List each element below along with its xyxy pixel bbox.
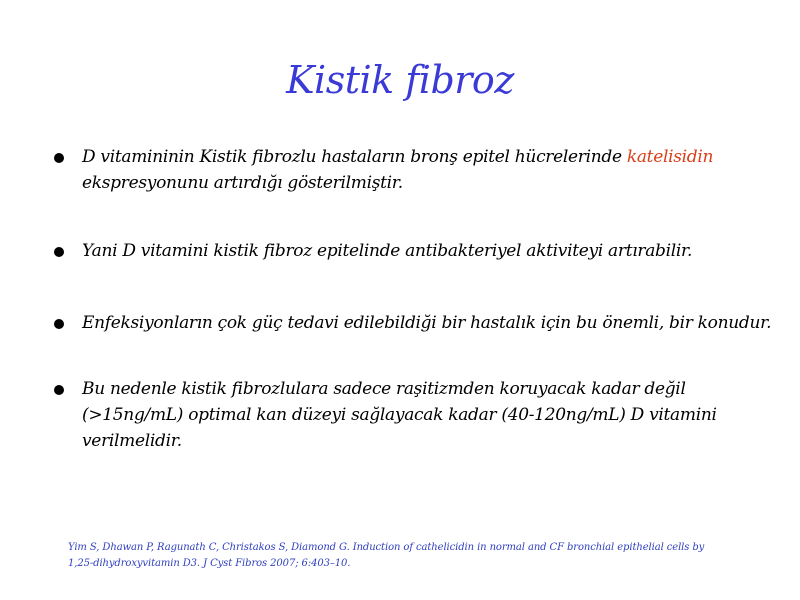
bullet-item-1 bbox=[52, 144, 772, 196]
slide-title: Kistik fibroz bbox=[286, 58, 514, 102]
bullet-icon bbox=[54, 319, 64, 329]
bullet-1-lead: D vitamininin Kistik fibrozlu hastaların bronş epitel hücrelerinde bbox=[82, 147, 622, 167]
bullet-item-2 bbox=[52, 238, 772, 264]
bullet-item-3 bbox=[52, 310, 772, 336]
bullet-icon bbox=[54, 153, 64, 163]
reference-citation: Yim S, Dhawan P, Ragunath C, Christakos S, Diamond G. Induction of cathelicidin in normal and CF bronchial epithelial cells by 1,25-dihydroxyvitamin D3. J Cyst Fibros 2007; 6:403–10. bbox=[68, 542, 705, 569]
bullet-icon bbox=[54, 385, 64, 395]
bullet-item-4 bbox=[52, 376, 772, 454]
bullet-4-text: Bu nedenle kistik fibrozlulara sadece raşitizmden koruyacak kadar değil (>15ng/mL) optimal kan düzeyi sağlayacak kadar (40-120ng/mL) D vitamini verilmelidir. bbox=[82, 379, 717, 451]
bullet-list bbox=[52, 144, 772, 454]
bullet-1-rest: ekspresyonunu artırdığı gösterilmiştir. bbox=[82, 173, 403, 193]
bullet-3-text: Enfeksiyonların çok güç tedavi edilebildiği bir hastalık için bu önemli, bir konudur. bbox=[82, 313, 772, 333]
bullet-1-highlight-term: katelisidin bbox=[626, 147, 714, 167]
bullet-2-text: Yani D vitamini kistik fibroz epitelinde antibakteriyel aktiviteyi artırabilir. bbox=[82, 241, 693, 261]
bullet-icon bbox=[54, 247, 64, 257]
